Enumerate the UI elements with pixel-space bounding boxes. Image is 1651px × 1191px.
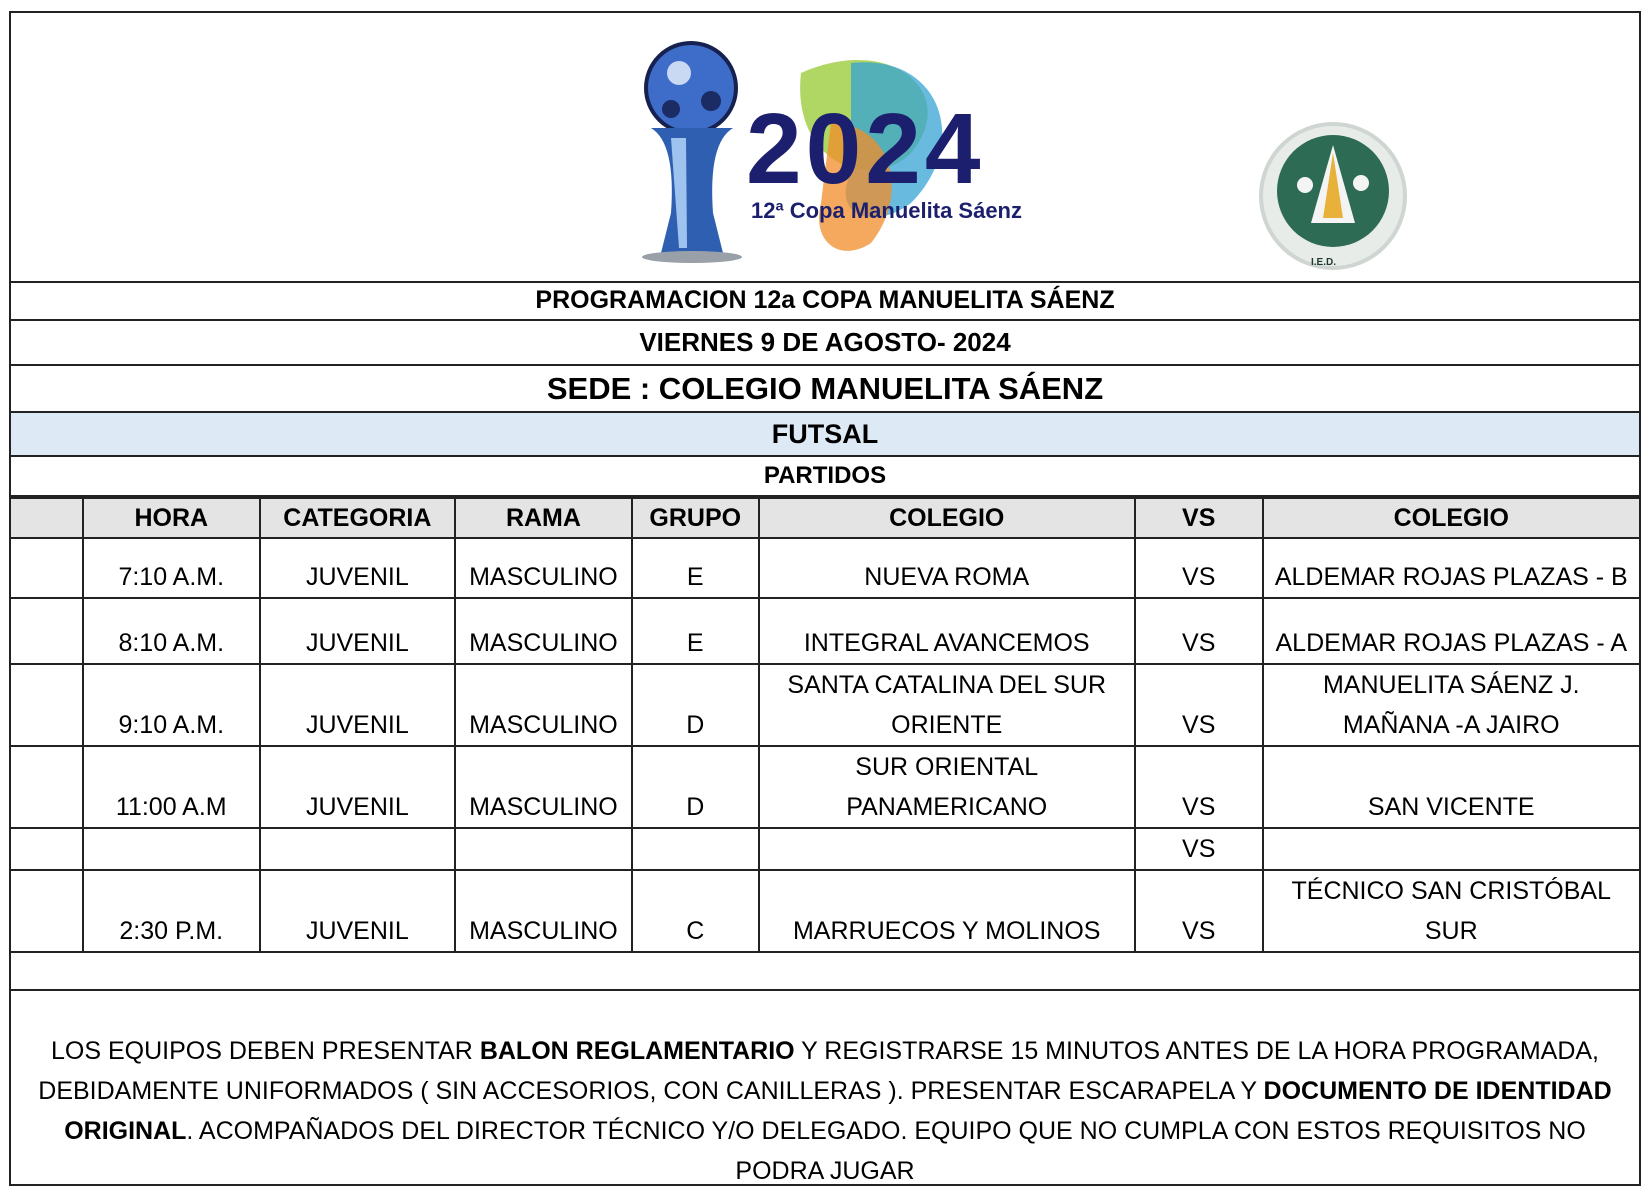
vs-cell: VS: [1135, 870, 1263, 952]
categoria-cell: JUVENIL: [260, 870, 455, 952]
categoria-cell: JUVENIL: [260, 664, 455, 746]
column-header-categoria: CATEGORIA: [260, 498, 455, 538]
header-logos: [11, 13, 1639, 283]
rama-cell: MASCULINO: [455, 664, 632, 746]
grupo-cell: [632, 828, 759, 870]
notice-bold-ball: BALON REGLAMENTARIO: [479, 1037, 795, 1065]
categoria-cell: JUVENIL: [260, 598, 455, 664]
grupo-cell: D: [632, 664, 759, 746]
visitor-team-cell: ALDEMAR ROJAS PLAZAS - B: [1263, 538, 1639, 598]
table-row: [11, 538, 1639, 598]
row-marker: [11, 598, 83, 664]
schedule-sheet: [9, 11, 1641, 1186]
column-header-colegio-local: COLEGIO: [759, 498, 1135, 538]
rama-cell: [455, 828, 632, 870]
rama-cell: MASCULINO: [455, 870, 632, 952]
local-team-cell: NUEVA ROMA: [759, 538, 1135, 598]
local-team-cell: [759, 828, 1135, 870]
school-seal: [1261, 124, 1405, 268]
column-header-colegio-visitante: COLEGIO: [1263, 498, 1639, 538]
grupo-cell: D: [632, 746, 759, 828]
hora-cell: 11:00 A.M: [83, 746, 260, 828]
matches-table: [11, 497, 1639, 991]
column-header-grupo: GRUPO: [632, 498, 759, 538]
visitor-team-cell: ALDEMAR ROJAS PLAZAS - A: [1263, 598, 1639, 664]
categoria-cell: JUVENIL: [260, 746, 455, 828]
hora-cell: 2:30 P.M.: [83, 870, 260, 952]
rama-cell: MASCULINO: [455, 538, 632, 598]
tournament-logo: [11, 13, 1639, 281]
program-title: PROGRAMACION 12a COPA MANUELITA SÁENZ: [11, 281, 1639, 321]
vs-cell: VS: [1135, 538, 1263, 598]
vs-cell: VS: [1135, 664, 1263, 746]
local-team-cell: SUR ORIENTAL PANAMERICANO: [759, 746, 1135, 828]
vs-cell: VS: [1135, 598, 1263, 664]
visitor-team-cell: SAN VICENTE: [1263, 746, 1639, 828]
svg-text:I.E.D.: I.E.D.: [1311, 257, 1337, 268]
row-marker: [11, 828, 83, 870]
row-marker: [11, 746, 83, 828]
row-marker: [11, 538, 83, 598]
hora-cell: 8:10 A.M.: [83, 598, 260, 664]
hora-cell: 9:10 A.M.: [83, 664, 260, 746]
empty-spacer-row: [11, 952, 1639, 990]
vs-cell: VS: [1135, 828, 1263, 870]
hora-cell: [83, 828, 260, 870]
table-header-row: [11, 498, 1639, 538]
categoria-cell: JUVENIL: [260, 538, 455, 598]
visitor-team-cell: TÉCNICO SAN CRISTÓBAL SUR: [1263, 870, 1639, 952]
grupo-cell: E: [632, 598, 759, 664]
rama-cell: MASCULINO: [455, 746, 632, 828]
row-marker: [11, 870, 83, 952]
row-marker: [11, 664, 83, 746]
requirements-notice: LOS EQUIPOS DEBEN PRESENTAR BALON REGLAMENTARIO Y REGISTRARSE 15 MINUTOS ANTES DE LA HORA PROGRAMADA, DEBIDAMENTE UNIFORMADOS ( SIN ACCESORIOS, CON CANILLERAS ). PRESENTAR ESCARAPELA Y DOCUMENTO DE IDENTIDAD ORIGINAL. ACOMPAÑADOS DEL DIRECTOR TÉCNICO Y/O DELEGADO. EQUIPO QUE NO CUMPLA CON ESTOS REQUISITOS NO PODRA JUGAR: [38, 1037, 1612, 1185]
table-row: [11, 598, 1639, 664]
rama-cell: MASCULINO: [455, 598, 632, 664]
local-team-cell: INTEGRAL AVANCEMOS: [759, 598, 1135, 664]
notice-bold-document: DOCUMENTO DE IDENTIDAD ORIGINAL: [64, 1077, 1612, 1145]
section-title: PARTIDOS: [11, 457, 1639, 497]
grupo-cell: E: [632, 538, 759, 598]
vs-cell: VS: [1135, 746, 1263, 828]
visitor-team-cell: MANUELITA SÁENZ J. MAÑANA -A JAIRO: [1263, 664, 1639, 746]
local-team-cell: MARRUECOS Y MOLINOS: [759, 870, 1135, 952]
logo-subtitle-text: 12ª Copa Manuelita Sáenz: [751, 198, 1022, 223]
table-row: [11, 664, 1639, 746]
grupo-cell: C: [632, 870, 759, 952]
local-team-cell: SANTA CATALINA DEL SUR ORIENTE: [759, 664, 1135, 746]
column-header-rama: RAMA: [455, 498, 632, 538]
column-header-vs: VS: [1135, 498, 1263, 538]
table-row: [11, 870, 1639, 952]
table-row: [11, 746, 1639, 828]
logo-year-text: 2024: [746, 93, 985, 205]
date-title: VIERNES 9 DE AGOSTO- 2024: [11, 321, 1639, 366]
venue-title: SEDE : COLEGIO MANUELITA SÁENZ: [11, 366, 1639, 413]
table-row: [11, 828, 1639, 870]
categoria-cell: [260, 828, 455, 870]
column-header-hora: HORA: [83, 498, 260, 538]
visitor-team-cell: [1263, 828, 1639, 870]
hora-cell: 7:10 A.M.: [83, 538, 260, 598]
sport-band: FUTSAL: [11, 413, 1639, 457]
column-header-blank: [11, 498, 83, 538]
